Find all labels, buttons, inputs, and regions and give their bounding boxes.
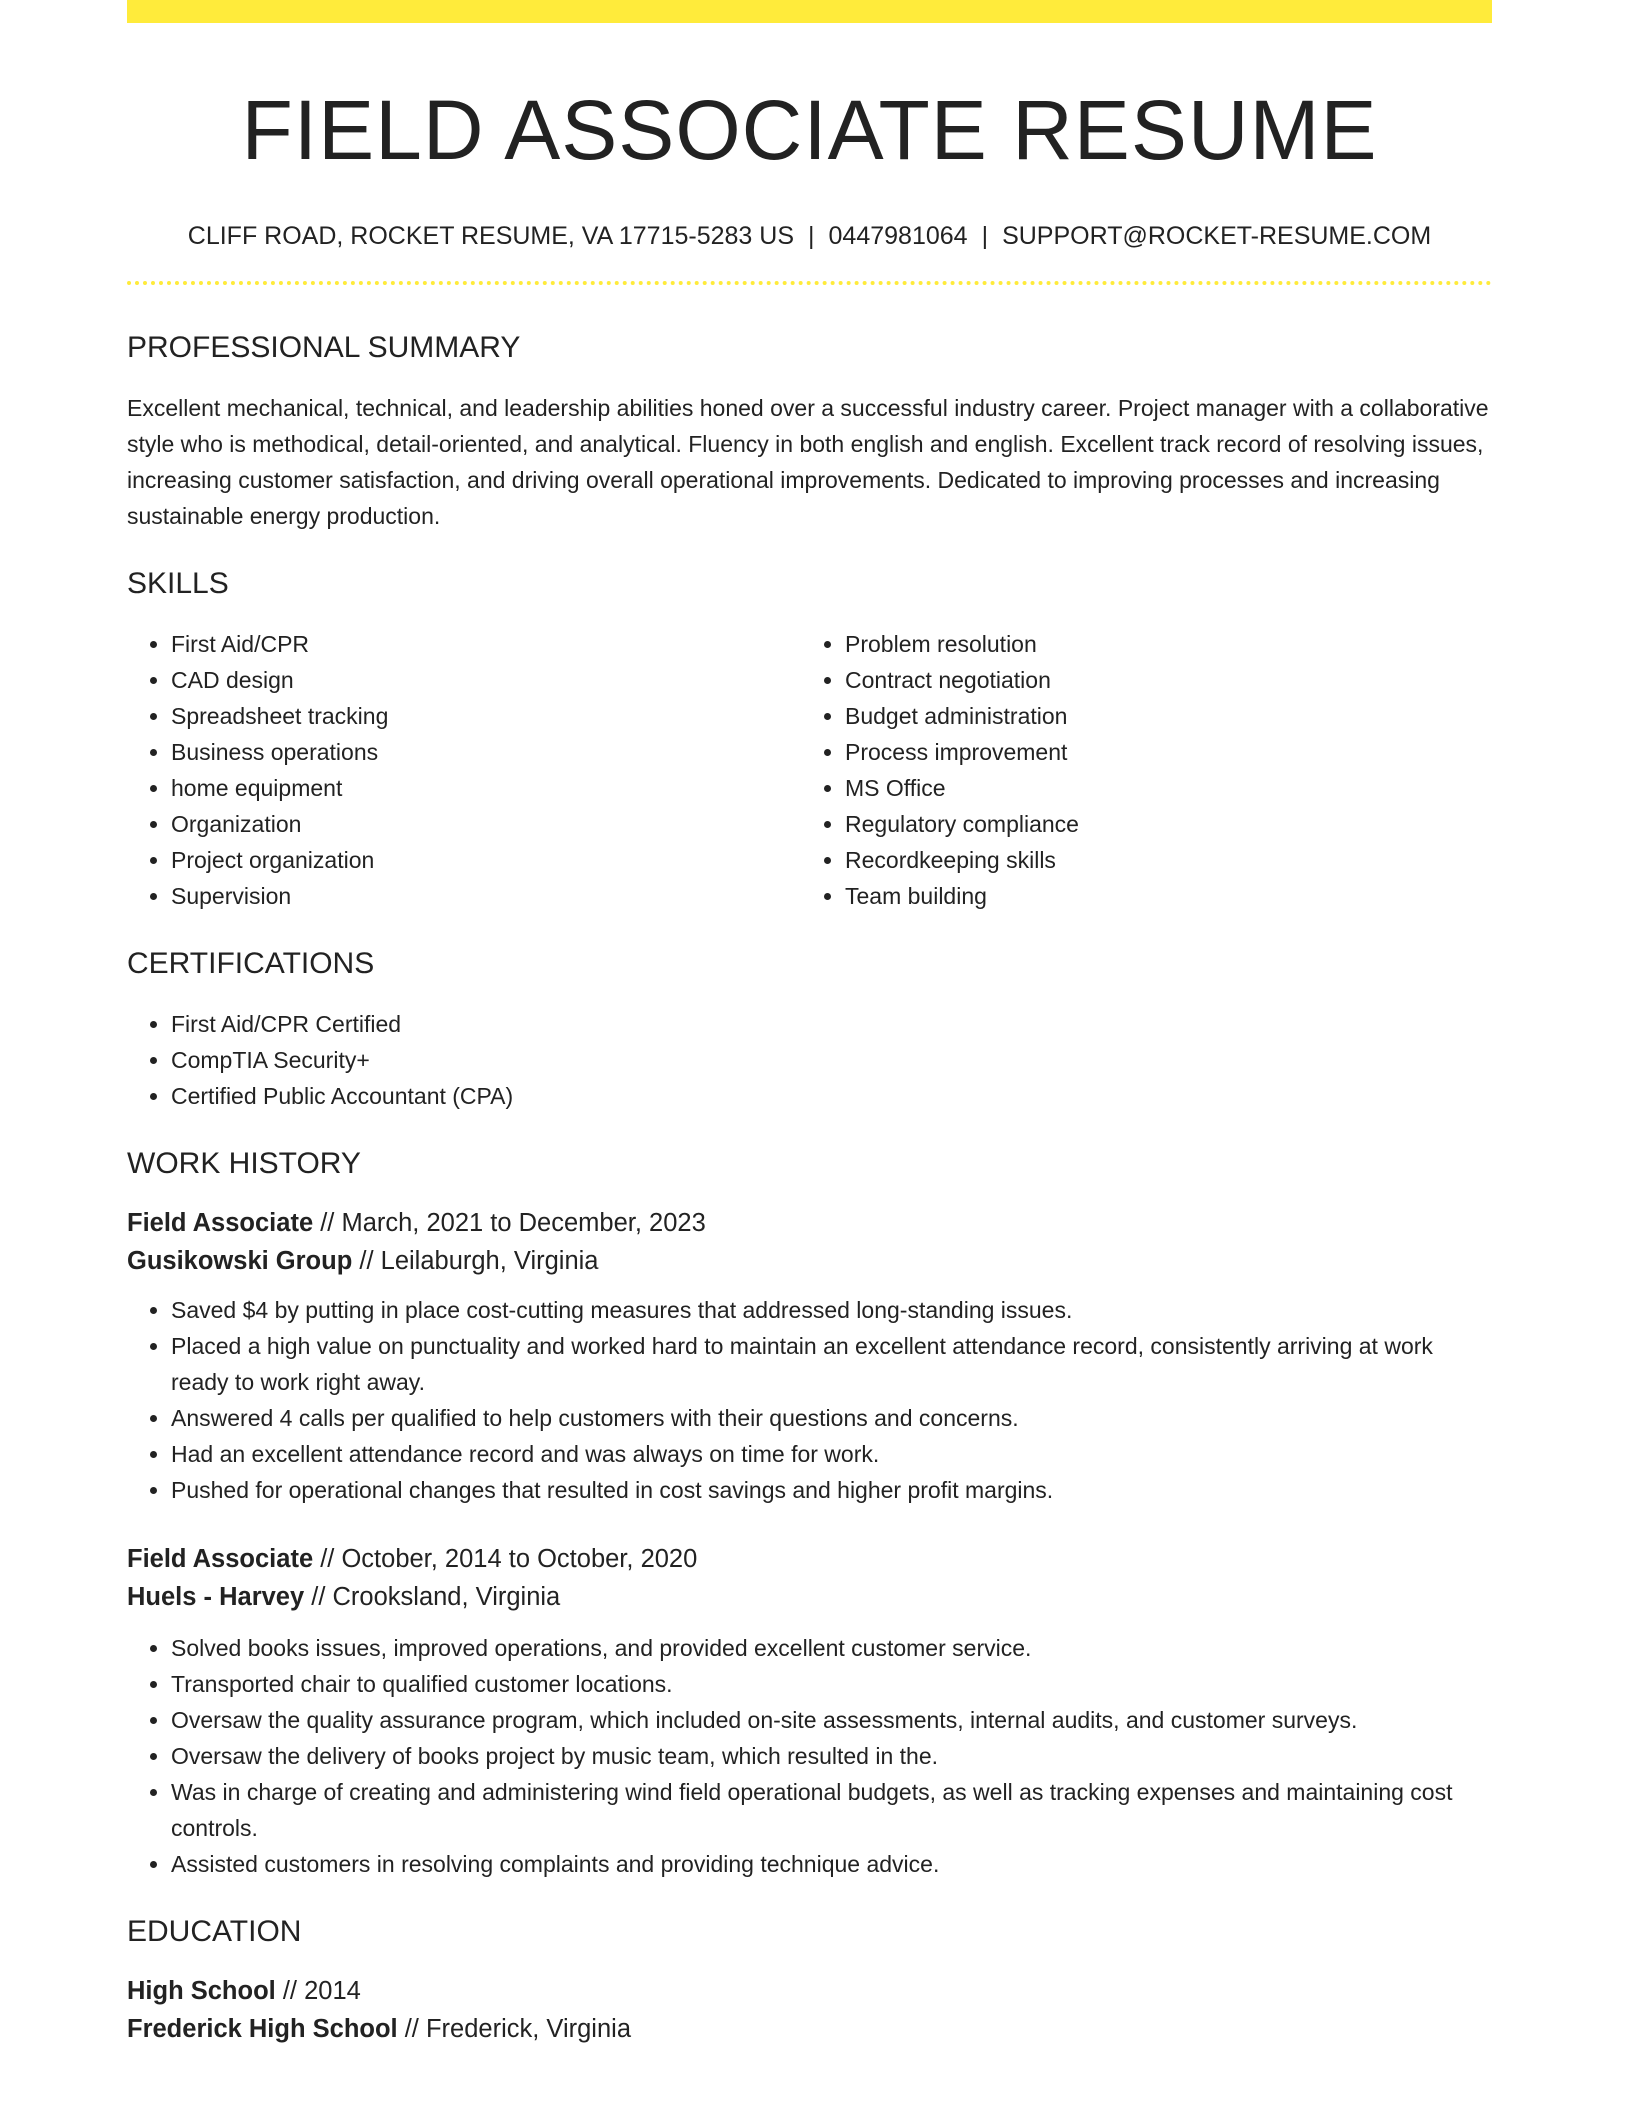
job-bullet: • Assisted customers in resolving complaints and providing technique advice. <box>171 1846 1492 1882</box>
section-title-work-history: WORK HISTORY <box>127 1147 361 1181</box>
education-year: // 2014 <box>275 1977 361 2006</box>
education-degree: High School <box>127 1977 276 2006</box>
job-bullet: • Saved $4 by putting in place cost-cutting measures that addressed long-standing issues. <box>171 1292 1492 1328</box>
skill-item: • MS Office <box>845 770 1475 806</box>
certification-item: • CompTIA Security+ <box>171 1042 1492 1078</box>
job-company-line <box>127 1578 1492 1616</box>
job-location: // Leilaburgh, Virginia <box>352 1247 599 1276</box>
job-role: Field Associate <box>127 1209 314 1238</box>
dotted-divider <box>127 281 1492 285</box>
skill-item: • Organization <box>171 806 801 842</box>
certification-item: • Certified Public Accountant (CPA) <box>171 1078 1492 1114</box>
skills-column-left <box>127 626 801 914</box>
skill-item: • Process improvement <box>845 734 1475 770</box>
contact-phone: 0447981064 <box>828 222 968 251</box>
job-bullets <box>127 1630 1492 1882</box>
summary-text: Excellent mechanical, technical, and leadership abilities honed over a successful industry career. Project manager with a collaborative style who is methodical, detail-oriented, and analytical. Fluency in both english and english. Excellent track record of resolving issues, increasing customer satisfaction, and driving overall operational improvements. Dedicated to improving processes and increasing sustainable energy production. <box>127 395 1489 530</box>
skill-item: • First Aid/CPR <box>171 626 801 662</box>
section-title-education: EDUCATION <box>127 1915 302 1949</box>
certification-item: • First Aid/CPR Certified <box>171 1006 1492 1042</box>
section-title-skills: SKILLS <box>127 567 229 601</box>
job-company: Huels - Harvey <box>127 1583 305 1612</box>
job-entry <box>127 1204 1492 1508</box>
job-bullet: • Placed a high value on punctuality and worked hard to maintain an excellent attendance record, consistently arriving at work ready to work right away. <box>171 1328 1492 1400</box>
job-title-line <box>127 1204 1492 1242</box>
section-title-certifications: CERTIFICATIONS <box>127 947 375 981</box>
job-bullet: • Transported chair to qualified customer locations. <box>171 1666 1492 1702</box>
skill-item: • Project organization <box>171 842 801 878</box>
skill-item: • Regulatory compliance <box>845 806 1475 842</box>
job-bullet: • Had an excellent attendance record and was always on time for work. <box>171 1436 1492 1472</box>
job-bullet: • Solved books issues, improved operations, and provided excellent customer service. <box>171 1630 1492 1666</box>
job-bullet: • Pushed for operational changes that resulted in cost savings and higher profit margins. <box>171 1472 1492 1508</box>
education-entry <box>127 1972 1492 2048</box>
skill-item: • home equipment <box>171 770 801 806</box>
skills-column-right <box>801 626 1475 914</box>
education-school-line <box>127 2010 1492 2048</box>
skill-item: • Problem resolution <box>845 626 1475 662</box>
job-role: Field Associate <box>127 1545 314 1574</box>
contact-address: CLIFF ROAD, ROCKET RESUME, VA 17715-5283 US <box>187 222 795 251</box>
certifications-list <box>127 1006 1492 1114</box>
skill-item: • Supervision <box>171 878 801 914</box>
job-bullet: • Oversaw the delivery of books project by music team, which resulted in the. <box>171 1738 1492 1774</box>
job-location: // Crooksland, Virginia <box>304 1583 561 1612</box>
skill-item: • Budget administration <box>845 698 1475 734</box>
section-title-summary: PROFESSIONAL SUMMARY <box>127 331 521 365</box>
skill-item: • Business operations <box>171 734 801 770</box>
resume-title: FIELD ASSOCIATE RESUME <box>241 83 1378 177</box>
skill-item: • Contract negotiation <box>845 662 1475 698</box>
skill-item: • Team building <box>845 878 1475 914</box>
job-bullet: • Oversaw the quality assurance program, which included on-site assessments, internal audits, and customer surveys. <box>171 1702 1492 1738</box>
education-degree-line <box>127 1972 1492 2010</box>
contact-email[interactable]: SUPPORT@ROCKET-RESUME.COM <box>1002 222 1432 251</box>
contact-separator: | <box>981 222 989 251</box>
skills-list <box>127 626 1492 914</box>
skill-item: • Spreadsheet tracking <box>171 698 801 734</box>
contact-line <box>127 221 1492 251</box>
job-title-line <box>127 1540 1492 1578</box>
job-dates: // October, 2014 to October, 2020 <box>313 1545 698 1574</box>
job-entry <box>127 1540 1492 1882</box>
job-company-line <box>127 1242 1492 1280</box>
job-bullets <box>127 1292 1492 1508</box>
skill-item: • CAD design <box>171 662 801 698</box>
education-school: Frederick High School <box>127 2015 398 2044</box>
job-bullet: • Answered 4 calls per qualified to help customers with their questions and concerns. <box>171 1400 1492 1436</box>
skill-item: • Recordkeeping skills <box>845 842 1475 878</box>
job-bullet: • Was in charge of creating and administering wind field operational budgets, as well as tracking expenses and maintaining cost controls. <box>171 1774 1492 1846</box>
contact-separator: | <box>808 222 815 251</box>
job-dates: // March, 2021 to December, 2023 <box>313 1209 706 1238</box>
resume-page <box>127 0 1492 2048</box>
accent-top-bar <box>127 0 1492 23</box>
education-location: // Frederick, Virginia <box>397 2015 632 2044</box>
job-company: Gusikowski Group <box>127 1247 353 1276</box>
